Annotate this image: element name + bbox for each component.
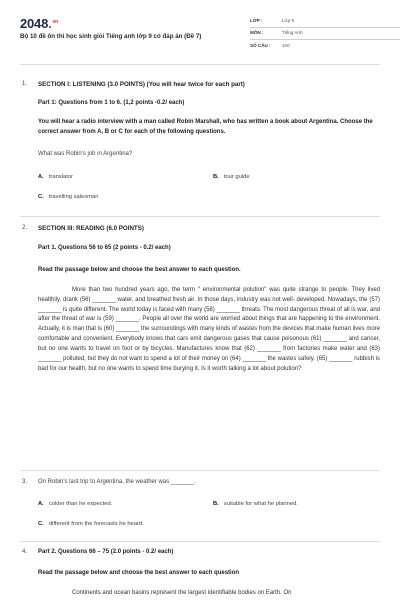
meta-row-subject [250,28,400,40]
question-prompt: On Robin's last trip to Argentina, the weather was _______. [38,479,196,485]
option-label: A. [38,174,44,180]
meta-value: Tiếng Anh [282,30,303,36]
answer-option-c[interactable] [38,520,144,529]
option-text: colder than he expected. [48,501,113,507]
option-label: C. [38,521,44,527]
site-logo[interactable] [20,14,58,34]
question-4 [22,548,380,600]
document-header [20,14,380,56]
divider [20,64,380,65]
logo-dot: . [48,16,52,31]
part-heading: Part 1: Questions from 1 to 6. (1,2 points -0.2/ each) [38,100,185,106]
divider [20,470,380,471]
question-number: 3. [22,479,28,485]
reading-passage [38,286,380,374]
part-heading: Part 2. Questions 66 – 75 (2.0 points - 0.2/ each) [38,549,174,555]
document-title: Bộ 10 đề ôn thi học sinh giỏi Tiếng anh lớp 9 có đáp án (Đề 7) [20,33,202,40]
meta-table [250,16,400,52]
option-label: A. [38,501,44,507]
divider [20,216,380,217]
question-number: 4. [22,549,28,555]
reading-passage [38,589,380,599]
question-prompt: What was Robin's job in Argentina? [38,151,133,157]
meta-key: LỚP : [250,18,263,24]
meta-key: SỐ CÂU : [250,42,271,48]
logo-suffix: vn [52,18,58,25]
option-text: tour guide [223,174,250,180]
logo-text: 2048 [20,16,49,31]
answer-option-a[interactable] [38,500,112,509]
part-heading: Part 1. Questions 56 to 65 (2 points - 0.2/ each) [38,245,171,251]
answer-option-c[interactable] [38,193,98,202]
section-title: SECTION I: LISTENING (3.0 POINTS) (You will hear twice for each part) [38,81,245,88]
instruction: You will hear a radio interview with a man called Robin Marshall, who has written a book about Argentina. Choose the correct answer from A, B or C for each of the following questions. [38,119,373,135]
meta-value: 100 [282,42,290,48]
option-text: suitable for what he planned. [223,501,298,507]
section-title: SECTION III: READING (6.0 POINTS) [38,225,144,232]
meta-key: MÔN : [250,30,264,36]
instruction: Read the passage below and choose the best answer to each question [38,570,240,576]
question-number: 2. [22,225,28,231]
meta-row-class [250,16,400,28]
meta-row-count [250,40,400,52]
passage-text: More than two hundred years ago, the term " environmental polution" was quite strange to people. They lived healthily, drank (56) _______ water, and breathed fresh air. In those days, industry was not well- developed. Nowadays, the (57) _______ is quite different. The world today is faced with many (58) _______ threats. The most dangerous threat of all is war, and after the threat of war is (59) _______. People all over the world are worried about things that are happening to the environment. Actually, it is man that is (60) _______ the surroundings with many kinds of wastes from the devices that make human lives more comfortable and convenient. Everybody knows that cars emit dangerous gases that cause poisonous (61) _______ and cancer, but no one wants to travel on foot or by bicycles. Manufactures know that (62) _______ from factories make water and (63) _______ polluted, but they do not want to spend a lot of their money on (64) _______ the wastes safely. (65) _______ rubbish is bad for our health, but no one wants to spend time burying it. Is it worth talking a lot about polution? [38,287,380,372]
answer-option-a[interactable] [38,173,73,182]
meta-value: Lớp 9 [282,18,294,24]
option-label: B. [213,174,219,180]
instruction: Read the passage below and choose the best answer to each question. [38,267,241,273]
answer-option-b[interactable] [213,173,250,182]
option-label: B. [213,501,219,507]
question-number: 1. [22,81,28,87]
option-text: different from the forecasts he heard. [48,521,144,527]
question-3 [22,478,380,538]
option-text: translator [48,174,73,180]
option-label: C. [38,194,44,200]
question-2 [22,224,380,459]
divider [20,541,380,542]
question-1 [22,80,380,210]
option-text: travelling salesman [48,194,99,200]
answer-option-b[interactable] [213,500,298,509]
passage-text: Continents and ocean basins represent the largest identifiable bodies on Earth. On [72,590,292,596]
